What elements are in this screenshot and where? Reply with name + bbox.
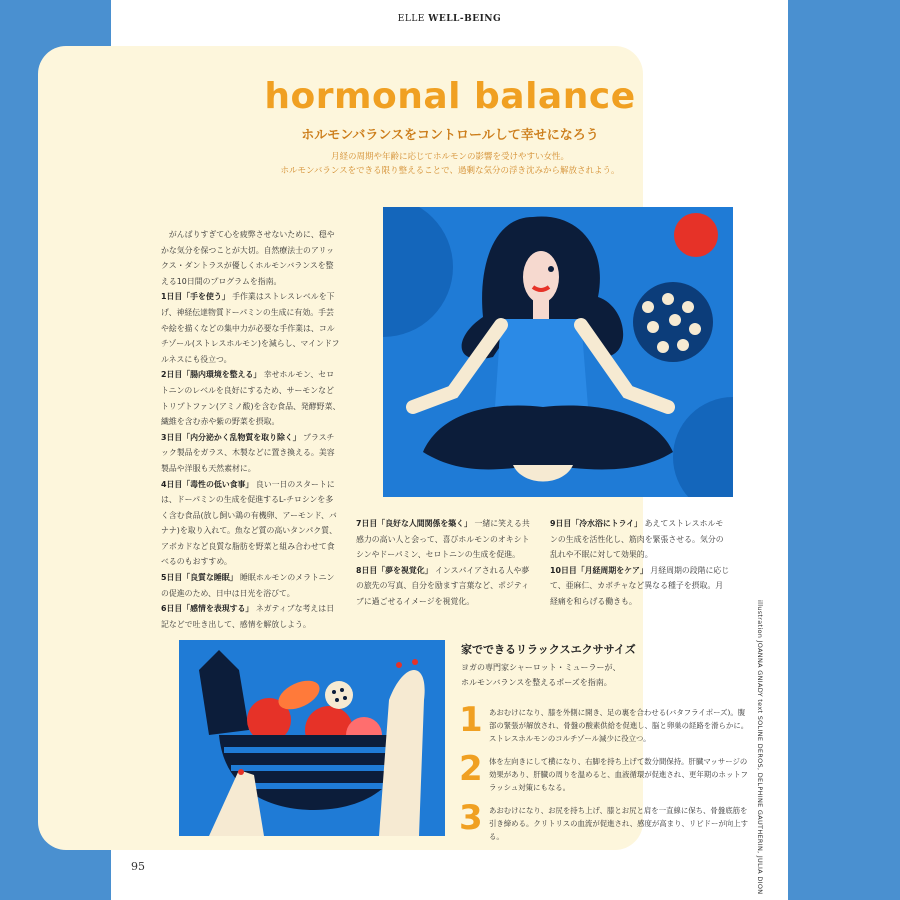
day-item xyxy=(161,601,341,632)
credits xyxy=(744,600,768,895)
day-item xyxy=(356,516,536,563)
day-text: 幸せホルモン、セロトニンのレベルを良好にするため、サーモンなどトリプトファン(アミノ酸)を含む食品、発酵野菜、繊維を含む赤や紫の野菜を摂取。 xyxy=(161,370,341,427)
day-text: 手作業はストレスレベルを下げ、神経伝達物質ドーパミンの生成に有効。手芸や絵を描くなどの集中力が必要な手作業は、コルチゾール(ストレスホルモン)を減らし、マインドフルネスにも役立つ。 xyxy=(161,292,340,364)
day-item xyxy=(550,563,730,610)
exercise-title: 家でできるリラックスエクササイズ xyxy=(461,643,636,656)
step-number: 3 xyxy=(459,798,483,838)
day-item xyxy=(356,563,536,610)
exercise-intro-line: ヨガの専門家シャーロット・ミューラーが、 xyxy=(461,663,621,672)
credits-text: illustration JOANNA GNIADY text SOLINE DEROS, DELPHINE GAUTHERIN, JULIA DION xyxy=(756,600,764,895)
day-text: インスパイアされる人や夢の旅先の写真、自分を励ます言葉など、ポジティブに過ごせるイメージを視覚化。 xyxy=(356,565,530,606)
masthead xyxy=(111,14,788,24)
day-label: 2日目「腸内環境を整える」 xyxy=(161,370,262,380)
day-item xyxy=(550,516,730,563)
day-text: プラスチック製品をガラス、木製などに置き換える。美容製品や洋服も天然素材に。 xyxy=(161,432,335,473)
day-item xyxy=(161,367,341,429)
masthead-brand: ELLE xyxy=(397,14,425,24)
day-item xyxy=(161,570,341,601)
fruit-bowl-illustration xyxy=(179,640,445,836)
day-text: 一緒に笑える共感力の高い人と会って、喜びホルモンのオキシトシンやドーパミン、セロトニンの生成を促進。 xyxy=(356,519,530,560)
day-text: あえてストレスホルモンの生成を活性化し、筋肉を緊張させる。気分の乱れや不眠に対して効果的。 xyxy=(550,519,724,560)
day-label: 4日目「毒性の低い食事」 xyxy=(161,479,254,489)
page-number: 95 xyxy=(131,860,145,873)
day-item xyxy=(161,477,341,571)
body-column-2 xyxy=(356,516,536,610)
day-text: 月経周期の段階に応じて、亜麻仁、カボチャなど異なる種子を摂取。月経痛を和らげる働きも。 xyxy=(550,565,730,606)
step-text: あおむけになり、お尻を持ち上げ、膝とお尻と肩を一直線に保ち、骨盤底筋を引き締める。クリトリスの血流が促進され、感度が高まり、リビドーが向上する。 xyxy=(489,806,748,841)
exercise-intro xyxy=(461,660,621,690)
step-number: 1 xyxy=(459,700,483,740)
day-label: 1日目「手を使う」 xyxy=(161,292,230,302)
red-sun xyxy=(674,213,718,257)
day-item xyxy=(161,289,341,367)
day-label: 10日目「月経周期をケア」 xyxy=(550,565,648,575)
day-text: 睡眠ホルモンのメラトニンの促進のため、日中は日光を浴びて。 xyxy=(161,573,335,598)
day-item xyxy=(161,430,341,477)
exercise-intro-line: ホルモンバランスを整えるポーズを指南。 xyxy=(461,678,612,687)
face xyxy=(523,251,559,303)
day-label: 6日目「感情を表現する」 xyxy=(161,604,254,614)
body-column-1 xyxy=(161,227,341,632)
article-title: hormonal balance xyxy=(264,76,636,117)
masthead-section: WELL-BEING xyxy=(428,14,502,24)
article-lead xyxy=(0,150,900,178)
step-text: あおむけになり、膝を外側に開き、足の裏を合わせる(バタフライポーズ)。腹部の緊張が解放され、骨盤の酸素供給を促進し、脳と卵巣の経路を滑らかに。ストレスホルモンのコルチゾール減少に役立つ。 xyxy=(489,708,749,743)
lead-line: ホルモンバランスをできる限り整えることで、過剰な気分の浮き沈みから解放されよう。 xyxy=(280,166,620,176)
meditation-illustration xyxy=(383,207,733,497)
day-label: 9日目「冷水浴にトライ」 xyxy=(550,519,643,528)
day-label: 5日目「良質な睡眠」 xyxy=(161,573,238,583)
body-column-3 xyxy=(550,516,730,610)
step-text: 体を左向きにして横になり、右脚を持ち上げて数分間保持。肝臓マッサージの効果があり、肝臓の周りを温めると、血液循環が促進され、更年期のホットフラッシュ対策にもなる。 xyxy=(489,757,748,792)
article-subtitle: ホルモンバランスをコントロールして幸せになろう xyxy=(301,128,599,143)
intro-paragraph: がんばりすぎて心を疲弊させないために、穏やかな気分を保つことが大切。自然療法士のアリックス・ダントラスが優しくホルモンバランスを整える10日間のプログラムを指南。 xyxy=(161,230,335,286)
step-number: 2 xyxy=(459,749,483,789)
day-label: 8日目「夢を視覚化」 xyxy=(356,565,433,575)
day-text: ネガティブな考えは日記などで吐き出して、感情を解放しよう。 xyxy=(161,604,335,629)
lead-line: 月経の周期や年齢に応じてホルモンの影響を受けやすい女性。 xyxy=(330,152,569,162)
day-text: 良い一日のスタートには、ドーパミンの生成を促進するL-チロシンを多く含む食品(放し飼い鶏の有機卵、アーモンド、バナナ)を取り入れて。魚など質の高いタンパク質、アボカドなど良質な脂肪を野菜と組み合わせて食べるのもおすすめ。 xyxy=(161,479,337,567)
day-label: 7日目「良好な人間関係を築く」 xyxy=(356,519,472,528)
day-label: 3日目「内分泌かく乱物質を取り除く」 xyxy=(161,432,301,442)
